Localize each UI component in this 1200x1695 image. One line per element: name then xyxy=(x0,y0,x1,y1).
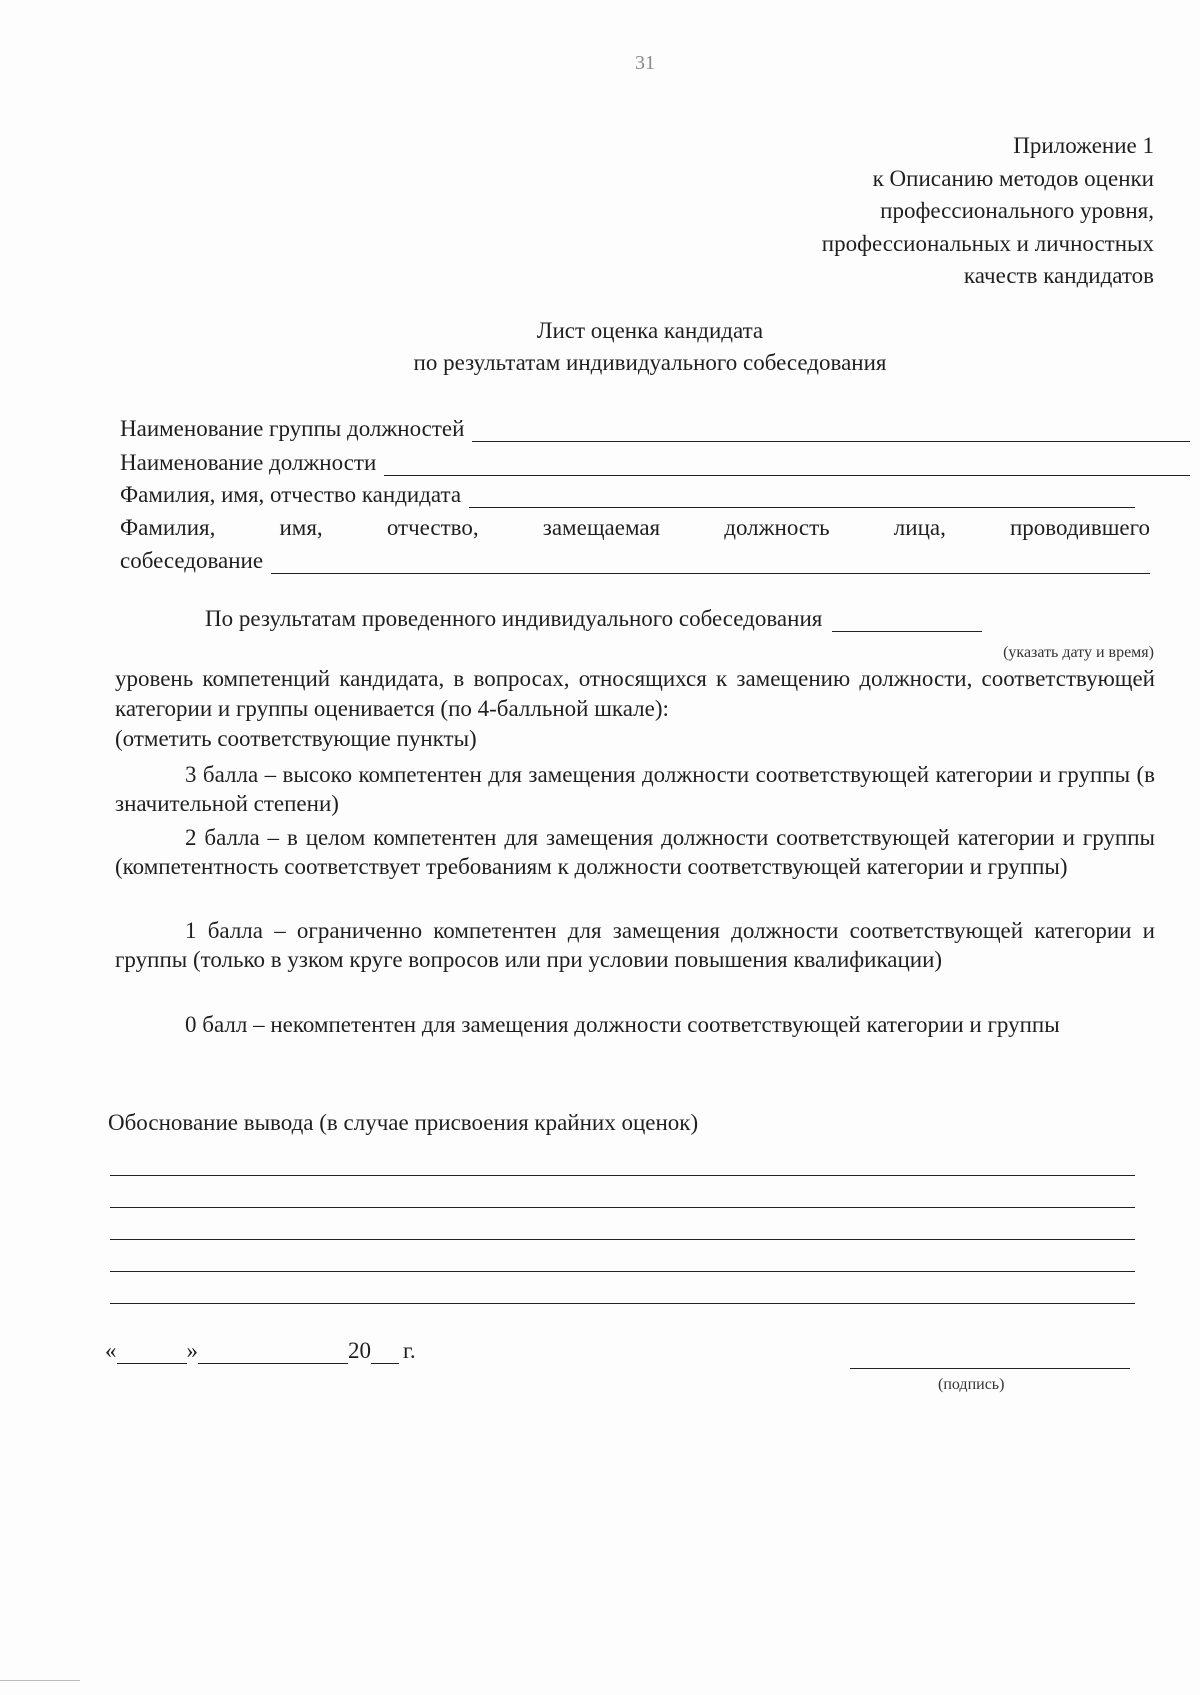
date-open-quote: « xyxy=(105,1338,117,1363)
date-row xyxy=(105,1338,416,1364)
signature-hint: (подпись) xyxy=(938,1376,1005,1393)
date-month-input-line[interactable] xyxy=(198,1341,348,1364)
result-paragraph xyxy=(115,664,1155,754)
title-line-2: по результатам индивидуального собеседования xyxy=(413,350,887,375)
justification-line[interactable] xyxy=(110,1271,1135,1272)
date-year-suffix: г. xyxy=(403,1338,416,1363)
document-title xyxy=(120,315,1180,379)
page-number: 31 xyxy=(635,52,655,74)
scan-edge-divider xyxy=(0,1680,80,1681)
date-time-hint: (указать дату и время) xyxy=(1003,644,1154,661)
appendix-header xyxy=(634,130,1154,293)
appendix-line: к Описанию методов оценки xyxy=(872,165,1154,191)
justification-line[interactable] xyxy=(110,1207,1135,1208)
signature-line[interactable] xyxy=(850,1368,1130,1369)
field-group-name-label: Наименование группы должностей xyxy=(120,416,465,441)
appendix-line: качеств кандидатов xyxy=(963,263,1154,288)
result-intro-text: По результатам проведенного индивидуального собеседования xyxy=(205,606,823,631)
score-item-1[interactable]: 1 балла – ограниченно компетентен для замещения должности соответствующей категории и группы (только в узком круге вопросов или при условии повышения квалификации) xyxy=(115,918,1155,972)
score-item-0[interactable]: 0 балл – некомпетентен для замещения должности соответствующей категории и группы xyxy=(185,1012,1060,1037)
mark-hint: (отметить соответствующие пункты) xyxy=(115,726,477,751)
date-year-input-line[interactable] xyxy=(371,1341,399,1364)
field-position-name-input-line[interactable] xyxy=(384,449,1190,476)
score-item-3[interactable]: 3 балла – высоко компетентен для замещения должности соответствующей категории и группы (в значительной степени) xyxy=(115,762,1155,816)
field-interviewer xyxy=(120,540,1150,574)
field-interviewer-label: собеседование xyxy=(120,548,264,573)
field-candidate-name xyxy=(120,476,1135,508)
appendix-line: профессионального уровня, xyxy=(880,198,1154,223)
appendix-line: профессиональных и личностных xyxy=(821,230,1154,256)
score-item-2[interactable]: 2 балла – в целом компетентен для замещения должности соответствующей категории и группы (компетентность соответствует требованиям к должности соответствующей категории и группы) xyxy=(115,825,1155,879)
field-interviewer-line-1: Фамилия, имя, отчество, замещаемая должность лица, проводившего xyxy=(120,515,1150,540)
date-year-prefix: 20 xyxy=(348,1338,371,1363)
justification-line[interactable] xyxy=(110,1175,1135,1176)
field-position-name xyxy=(120,442,1190,476)
result-text: уровень компетенций кандидата, в вопросах, относящихся к замещению должности, соответствующей категории и группы оценивается (по 4-балльной шкале): xyxy=(115,666,1155,721)
date-close-quote: » xyxy=(186,1338,198,1363)
field-group-name xyxy=(120,408,1190,442)
result-intro xyxy=(205,605,1155,632)
date-day-input-line[interactable] xyxy=(117,1341,187,1364)
field-candidate-name-label: Фамилия, имя, отчество кандидата xyxy=(120,482,462,507)
justification-line[interactable] xyxy=(110,1303,1135,1304)
field-candidate-name-input-line[interactable] xyxy=(469,481,1135,508)
field-group-name-input-line[interactable] xyxy=(472,415,1190,442)
justification-label: Обоснование вывода (в случае присвоения крайних оценок) xyxy=(108,1110,699,1135)
title-line-1: Лист оценка кандидата xyxy=(536,318,764,343)
field-interviewer-input-line[interactable] xyxy=(271,547,1150,574)
date-time-input-line[interactable] xyxy=(832,605,982,632)
field-position-name-label: Наименование должности xyxy=(120,450,377,475)
appendix-line: Приложение 1 xyxy=(1013,133,1154,158)
justification-line[interactable] xyxy=(110,1239,1135,1240)
